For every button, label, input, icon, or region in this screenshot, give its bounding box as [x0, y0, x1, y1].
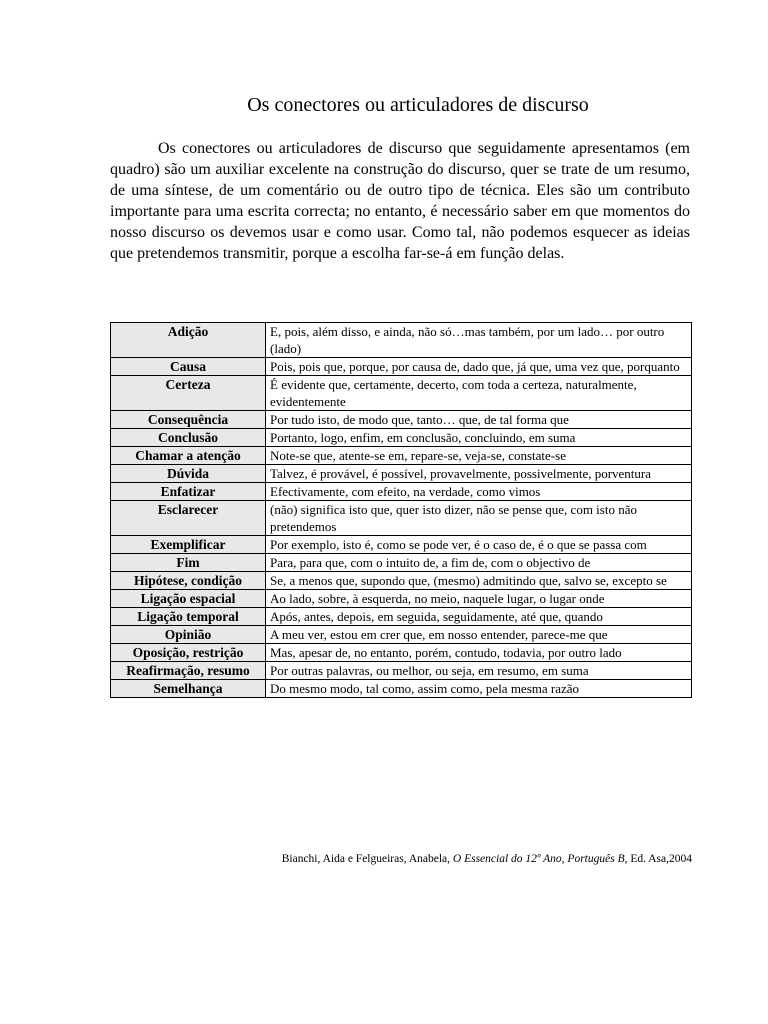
table-row	[111, 501, 692, 536]
citation-authors: Bianchi, Aida e Felgueiras, Anabela,	[281, 853, 453, 865]
page-title: Os conectores ou articuladores de discurso	[247, 94, 589, 116]
connector-examples: É evidente que, certamente, decerto, com toda a certeza, naturalmente, evidentemente	[266, 376, 692, 411]
table-row	[111, 626, 692, 644]
connector-category: Reafirmação, resumo	[111, 662, 266, 680]
connector-examples: Se, a menos que, supondo que, (mesmo) admitindo que, salvo se, excepto se	[266, 572, 692, 590]
connector-examples: Mas, apesar de, no entanto, porém, contudo, todavia, por outro lado	[266, 644, 692, 662]
connector-category: Esclarecer	[111, 501, 266, 536]
connector-category: Certeza	[111, 376, 266, 411]
table-row	[111, 572, 692, 590]
connector-category: Enfatizar	[111, 483, 266, 501]
table-row	[111, 554, 692, 572]
connector-examples: (não) significa isto que, quer isto dizer, não se pense que, com isto não pretendemos	[266, 501, 692, 536]
connector-category: Semelhança	[111, 680, 266, 698]
connector-category: Fim	[111, 554, 266, 572]
citation-work: O Essencial do 12º Ano, Português B	[452, 853, 625, 865]
table-row	[111, 465, 692, 483]
table-row	[111, 376, 692, 411]
connectors-table	[110, 322, 692, 698]
connector-examples: Do mesmo modo, tal como, assim como, pela mesma razão	[266, 680, 692, 698]
connector-examples: Efectivamente, com efeito, na verdade, como vimos	[266, 483, 692, 501]
connectors-table-body	[111, 323, 692, 698]
table-row	[111, 323, 692, 358]
connector-category: Causa	[111, 358, 266, 376]
connector-examples: Talvez, é provável, é possível, provavelmente, possivelmente, porventura	[266, 465, 692, 483]
connector-category: Ligação temporal	[111, 608, 266, 626]
connector-category: Ligação espacial	[111, 590, 266, 608]
connector-examples: E, pois, além disso, e ainda, não só…mas também, por um lado… por outro (lado)	[266, 323, 692, 358]
connector-category: Opinião	[111, 626, 266, 644]
connector-category: Oposição, restrição	[111, 644, 266, 662]
table-row	[111, 358, 692, 376]
connector-examples: Por outras palavras, ou melhor, ou seja, em resumo, em suma	[266, 662, 692, 680]
connector-category: Conclusão	[111, 429, 266, 447]
table-row	[111, 608, 692, 626]
connector-category: Exemplificar	[111, 536, 266, 554]
table-row	[111, 680, 692, 698]
table-row	[111, 429, 692, 447]
table-row	[111, 662, 692, 680]
table-row	[111, 483, 692, 501]
citation-publisher: , Ed. Asa,2004	[624, 853, 692, 865]
connector-examples: Portanto, logo, enfim, em conclusão, concluindo, em suma	[266, 429, 692, 447]
connector-examples: Note-se que, atente-se em, repare-se, veja-se, constate-se	[266, 447, 692, 465]
connector-examples: Por exemplo, isto é, como se pode ver, é o caso de, é o que se passa com	[266, 536, 692, 554]
connector-category: Hipótese, condição	[111, 572, 266, 590]
connector-examples: Ao lado, sobre, à esquerda, no meio, naquele lugar, o lugar onde	[266, 590, 692, 608]
connector-category: Consequência	[111, 411, 266, 429]
connector-examples: Após, antes, depois, em seguida, seguidamente, até que, quando	[266, 608, 692, 626]
table-row	[111, 590, 692, 608]
connector-examples: Por tudo isto, de modo que, tanto… que, de tal forma que	[266, 411, 692, 429]
citation	[282, 852, 692, 866]
table-row	[111, 447, 692, 465]
table-row	[111, 536, 692, 554]
connector-category: Chamar a atenção	[111, 447, 266, 465]
table-row	[111, 644, 692, 662]
connector-examples: Pois, pois que, porque, por causa de, dado que, já que, uma vez que, porquanto	[266, 358, 692, 376]
intro-paragraph: Os conectores ou articuladores de discurso que seguidamente apresentamos (em quadro) são um auxiliar excelente na construção do discurso, quer se trate de um resumo, de uma síntese, de um comentário ou de outro tipo de técnica. Eles são um contributo importante para uma escrita correcta; no entanto, é necessário saber em que momentos do nosso discurso os devemos usar e como usar. Como tal, não podemos esquecer as ideias que pretendemos transmitir, porque a escolha far-se-á em função delas.	[110, 140, 690, 262]
table-row	[111, 411, 692, 429]
connector-examples: Para, para que, com o intuito de, a fim de, com o objectivo de	[266, 554, 692, 572]
connector-category: Dúvida	[111, 465, 266, 483]
connector-examples: A meu ver, estou em crer que, em nosso entender, parece-me que	[266, 626, 692, 644]
connector-category: Adição	[111, 323, 266, 358]
